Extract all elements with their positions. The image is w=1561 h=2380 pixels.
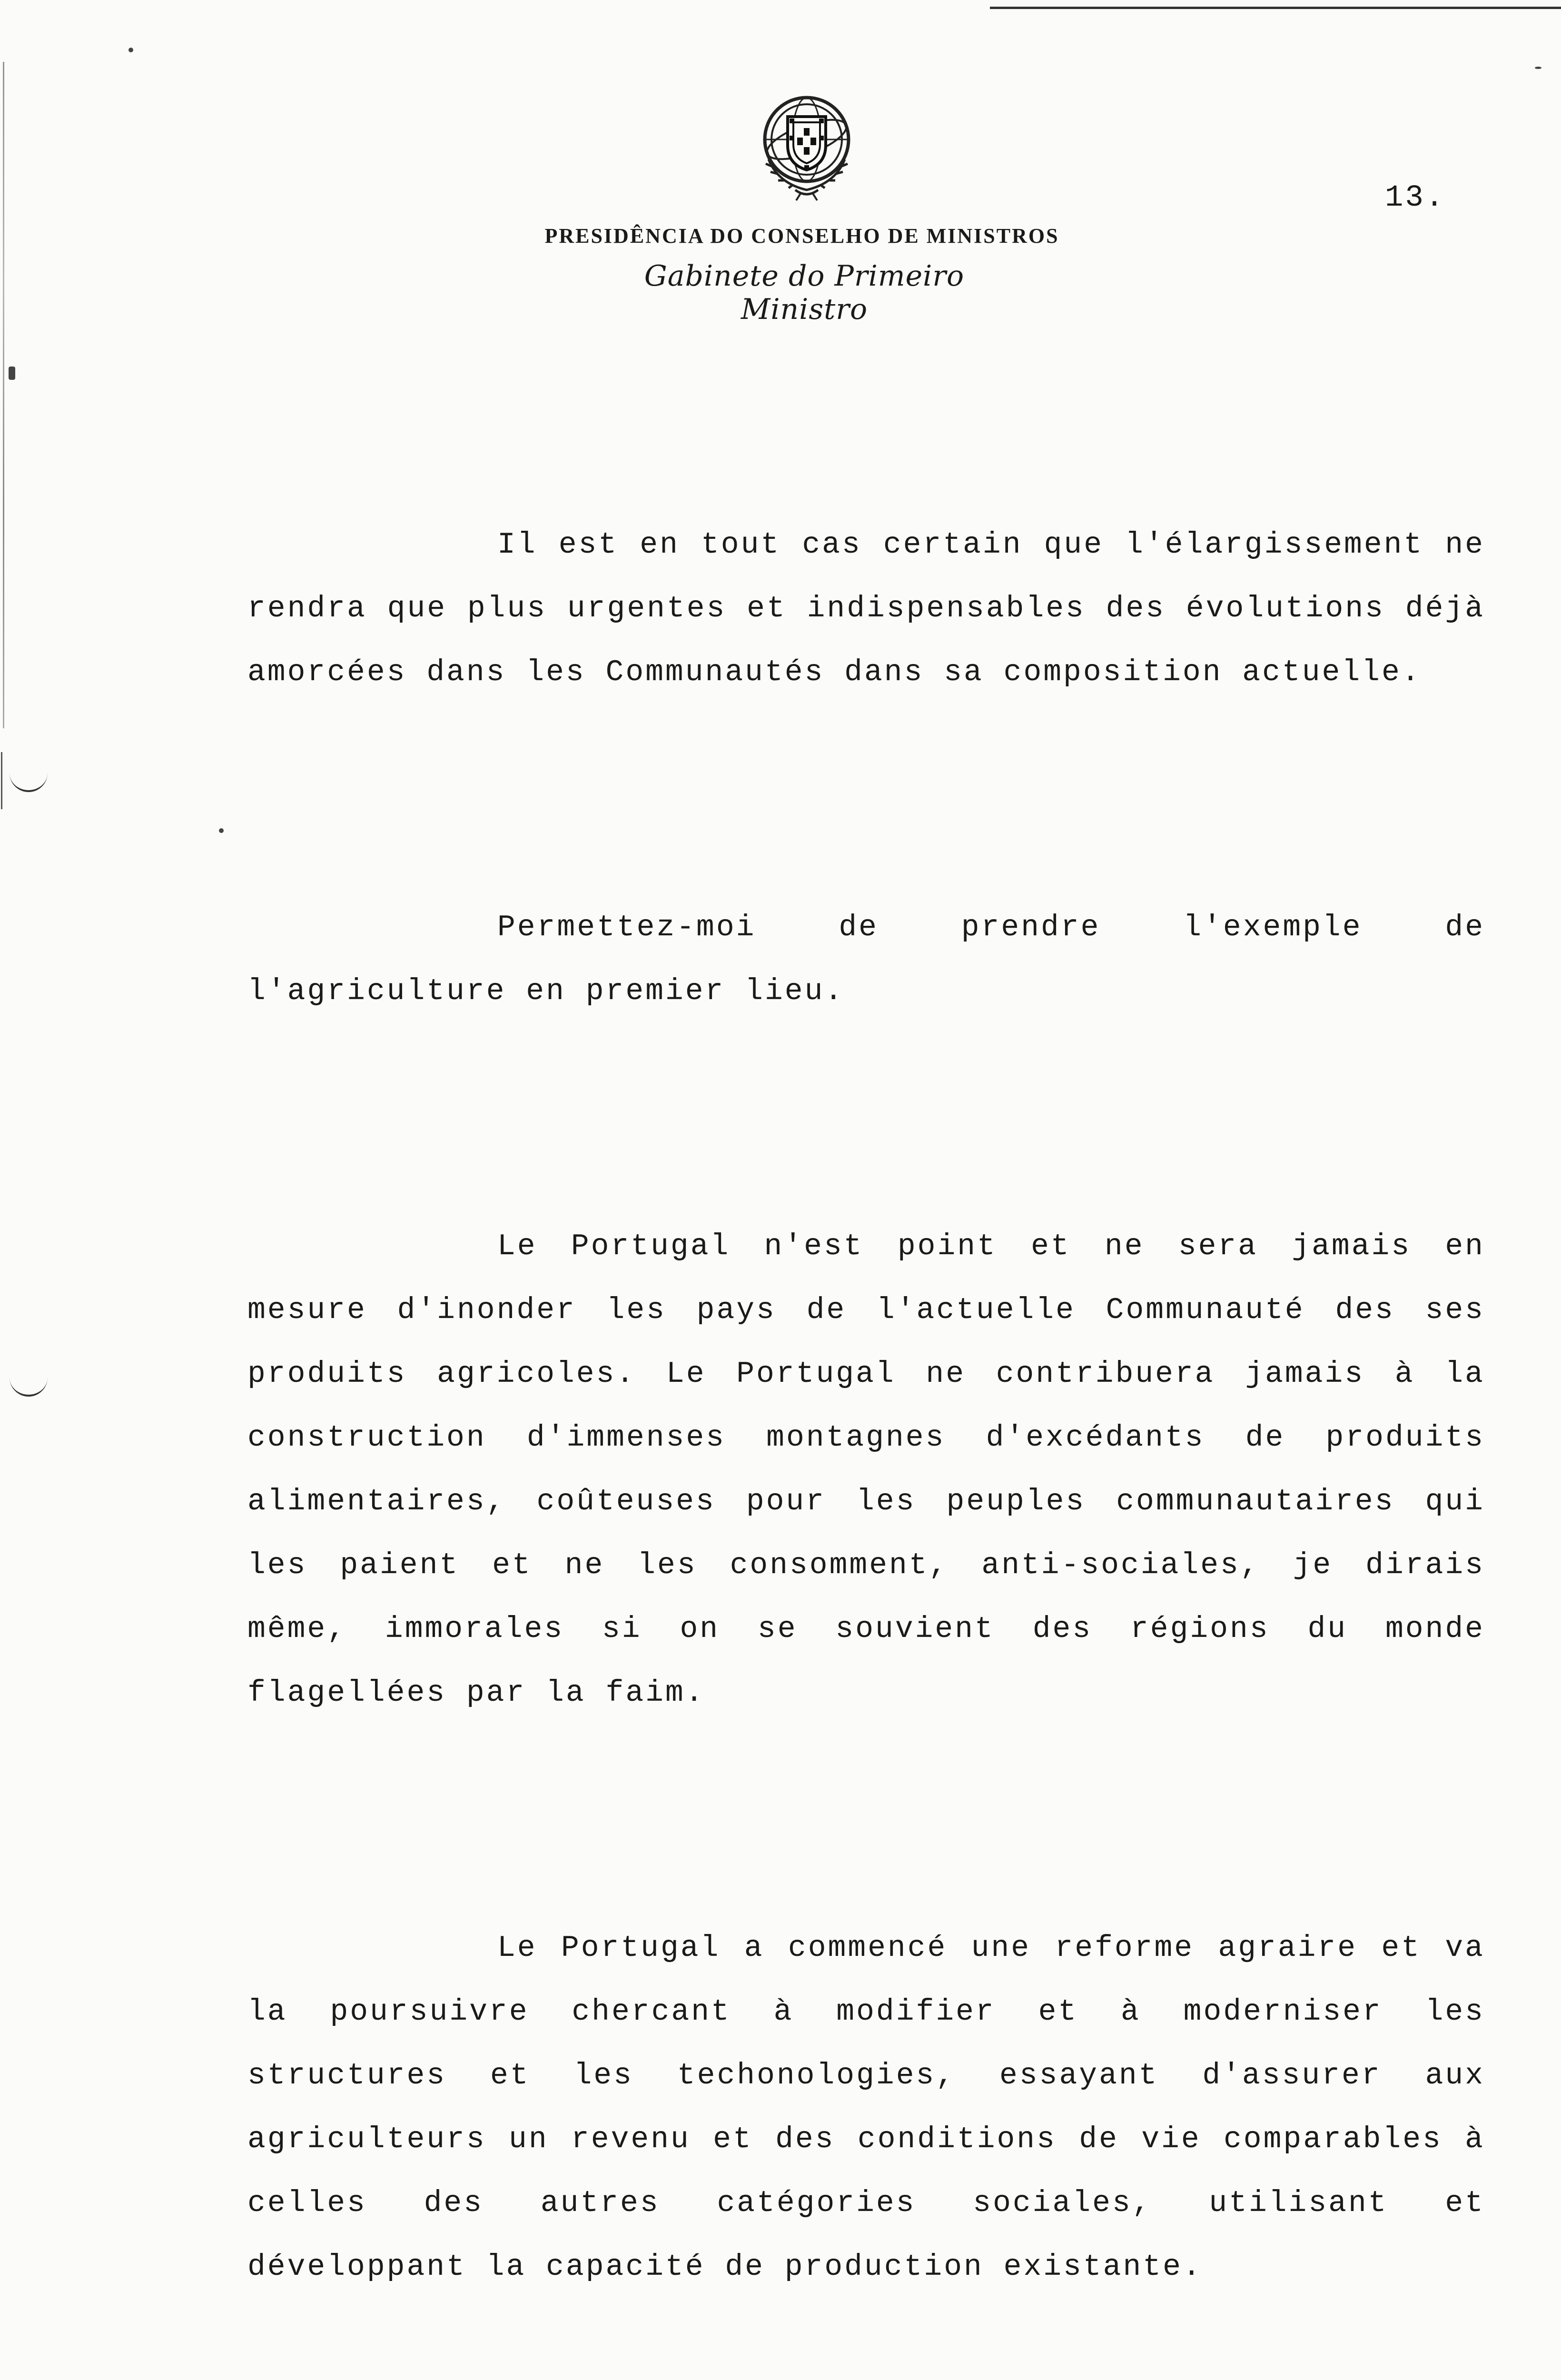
scan-speck	[1535, 67, 1541, 69]
margin-punch-mark	[10, 771, 48, 792]
paragraph: Le Portugal n'est point et ne sera jamais en mesure d'inonder les pays de l'actuelle Communauté des ses produits agricoles. Le Portugal ne contribuera jamais à la construction d'immenses montagnes d'excédants de produits alimentaires, coûteuses pour les peuples communautaires qui les paient et ne les consomment, anti-sociales, je dirais même, immorales si on se souvient des régions du monde flagellées par la faim.	[247, 1230, 1505, 1710]
header-title: PRESIDÊNCIA DO CONSELHO DE MINISTROS	[544, 224, 1059, 248]
left-margin-scan-line-lower	[1, 752, 2, 809]
scan-speck	[9, 367, 15, 380]
scan-speck	[128, 48, 133, 52]
paragraph: Permettez-moi de prendre l'exemple de l'agriculture en premier lieu.	[247, 911, 1505, 1008]
page-number: 13.	[1385, 181, 1446, 215]
margin-punch-mark	[10, 1376, 48, 1397]
portuguese-coat-of-arms-icon	[750, 88, 864, 202]
top-rule-divider	[990, 7, 1561, 9]
left-margin-scan-line	[3, 62, 4, 728]
paragraph: Il est en tout cas certain que l'élargissement ne rendra que plus urgentes et indispensables des évolutions déjà amorcées dans les Communautés dans sa composition actuelle.	[247, 528, 1505, 689]
paragraph: Le Portugal a commencé une reforme agraire et va la poursuivre chercant à modifier et à moderniser les structures et les techonologies, essayant d'assurer aux agriculteurs un revenu et des conditions de vie comparables à celles des autres catégories sociales, utilisant et développant la capacité de production existante.	[247, 1931, 1505, 2284]
body-text	[247, 386, 1505, 2380]
header-subtitle: Gabinete do Primeiro Ministro	[644, 259, 965, 326]
scan-speck	[219, 828, 224, 833]
